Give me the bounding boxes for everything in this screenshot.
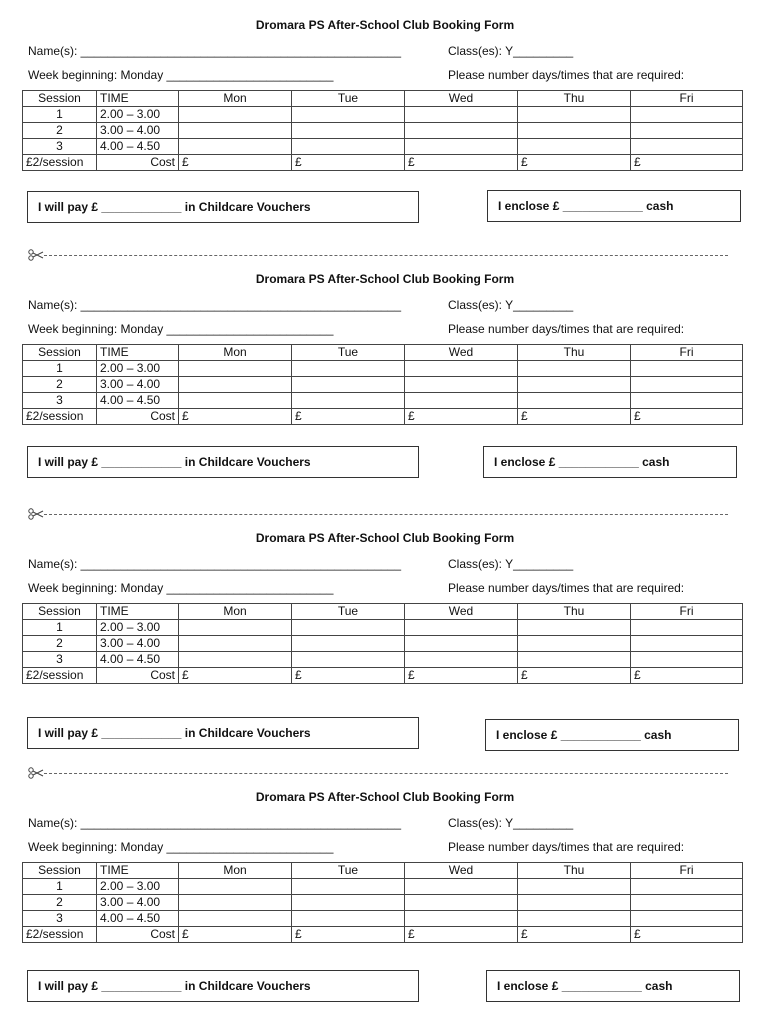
cut-line [28,767,728,779]
form-title: Dromara PS After-School Club Booking Form [255,272,515,286]
session-table [22,344,743,425]
booking-form-3 [0,531,770,771]
cost-cell-tue[interactable]: £ [292,927,405,943]
names-field[interactable]: Name(s): ________________________________________________ [28,557,402,571]
cash-box[interactable]: I enclose £ ____________ cash [487,190,741,222]
day-cell-thu[interactable] [518,636,631,652]
day-cell-thu[interactable] [518,620,631,636]
header-fri: Fri [631,604,743,620]
scissors-icon [28,767,44,779]
table-row [23,107,743,123]
header-wed: Wed [405,91,518,107]
day-cell-wed[interactable] [405,879,518,895]
vouchers-box[interactable]: I will pay £ ____________ in Childcare Vouchers [27,717,419,749]
header-tue: Tue [292,604,405,620]
day-cell-wed[interactable] [405,123,518,139]
cost-cell-tue[interactable]: £ [292,409,405,425]
names-field[interactable]: Name(s): ________________________________________________ [28,298,402,312]
cost-cell-mon[interactable]: £ [179,409,292,425]
day-cell-thu[interactable] [518,123,631,139]
table-row [23,911,743,927]
scissors-icon [28,508,44,520]
day-cell-wed[interactable] [405,911,518,927]
table-row [23,377,743,393]
week-beginning-field[interactable]: Week beginning: Monday _________________________ [28,581,334,595]
names-field[interactable]: Name(s): ________________________________________________ [28,44,402,58]
day-cell-mon[interactable] [179,123,292,139]
vouchers-box[interactable]: I will pay £ ____________ in Childcare Vouchers [27,970,419,1002]
cost-cell-thu[interactable]: £ [518,409,631,425]
day-cell-wed[interactable] [405,636,518,652]
day-cell-thu[interactable] [518,879,631,895]
day-cell-tue[interactable] [292,393,405,409]
table-header-row [23,345,743,361]
table-row [23,895,743,911]
cost-row [23,155,743,171]
day-cell-tue[interactable] [292,139,405,155]
day-cell-fri[interactable] [631,636,743,652]
cost-row [23,668,743,684]
session-time: 2.00 – 3.00 [97,361,179,377]
table-header-row [23,863,743,879]
session-time: 2.00 – 3.00 [97,879,179,895]
day-cell-thu[interactable] [518,107,631,123]
day-cell-tue[interactable] [292,620,405,636]
cost-cell-fri[interactable]: £ [631,927,743,943]
header-time: TIME [97,91,179,107]
cost-cell-wed[interactable]: £ [405,155,518,171]
day-cell-tue[interactable] [292,123,405,139]
day-cell-fri[interactable] [631,879,743,895]
day-cell-fri[interactable] [631,895,743,911]
day-cell-fri[interactable] [631,107,743,123]
cost-row [23,927,743,943]
session-time: 3.00 – 4.00 [97,377,179,393]
cost-label: Cost [97,668,179,684]
day-cell-wed[interactable] [405,377,518,393]
header-tue: Tue [292,863,405,879]
day-cell-thu[interactable] [518,361,631,377]
day-cell-tue[interactable] [292,911,405,927]
session-table [22,603,743,684]
header-mon: Mon [179,345,292,361]
class-field[interactable]: Class(es): Y_________ [448,298,574,312]
class-field[interactable]: Class(es): Y_________ [448,44,574,58]
day-cell-fri[interactable] [631,911,743,927]
cash-box[interactable]: I enclose £ ____________ cash [485,719,739,751]
day-cell-fri[interactable] [631,139,743,155]
day-cell-fri[interactable] [631,377,743,393]
header-mon: Mon [179,91,292,107]
header-fri: Fri [631,345,743,361]
table-row [23,879,743,895]
day-cell-fri[interactable] [631,361,743,377]
week-beginning-field[interactable]: Week beginning: Monday _________________________ [28,840,334,854]
table-row [23,139,743,155]
header-time: TIME [97,604,179,620]
day-cell-thu[interactable] [518,377,631,393]
cost-cell-mon[interactable]: £ [179,668,292,684]
day-cell-tue[interactable] [292,377,405,393]
day-cell-thu[interactable] [518,895,631,911]
cost-cell-wed[interactable]: £ [405,927,518,943]
class-field[interactable]: Class(es): Y_________ [448,816,574,830]
table-row [23,636,743,652]
session-time: 3.00 – 4.00 [97,895,179,911]
cost-cell-fri[interactable]: £ [631,155,743,171]
form-title: Dromara PS After-School Club Booking Form [255,790,515,804]
session-number: 1 [23,107,97,123]
day-cell-mon[interactable] [179,107,292,123]
header-session: Session [23,863,97,879]
header-session: Session [23,345,97,361]
table-header-row [23,91,743,107]
session-time: 2.00 – 3.00 [97,107,179,123]
session-time: 4.00 – 4.50 [97,911,179,927]
table-row [23,361,743,377]
day-cell-wed[interactable] [405,895,518,911]
table-row [23,620,743,636]
cost-label: Cost [97,927,179,943]
cut-line [28,508,728,520]
day-cell-wed[interactable] [405,652,518,668]
session-time: 4.00 – 4.50 [97,393,179,409]
day-cell-thu[interactable] [518,393,631,409]
day-cell-fri[interactable] [631,123,743,139]
header-wed: Wed [405,345,518,361]
cost-cell-wed[interactable]: £ [405,409,518,425]
day-cell-mon[interactable] [179,911,292,927]
header-mon: Mon [179,863,292,879]
week-beginning-field[interactable]: Week beginning: Monday _________________________ [28,322,334,336]
day-cell-wed[interactable] [405,139,518,155]
price-per-session: £2/session [23,668,97,684]
day-cell-mon[interactable] [179,652,292,668]
session-time: 4.00 – 4.50 [97,139,179,155]
day-cell-mon[interactable] [179,895,292,911]
price-per-session: £2/session [23,155,97,171]
day-cell-wed[interactable] [405,620,518,636]
session-number: 1 [23,361,97,377]
header-time: TIME [97,345,179,361]
session-number: 3 [23,393,97,409]
price-per-session: £2/session [23,927,97,943]
form-title: Dromara PS After-School Club Booking Form [255,531,515,545]
scissors-icon [28,249,44,261]
day-cell-mon[interactable] [179,139,292,155]
day-cell-tue[interactable] [292,879,405,895]
cash-box[interactable]: I enclose £ ____________ cash [486,970,740,1002]
session-number: 2 [23,636,97,652]
day-cell-thu[interactable] [518,139,631,155]
booking-form-2 [0,272,770,512]
day-cell-fri[interactable] [631,393,743,409]
booking-form-4 [0,790,770,1030]
header-tue: Tue [292,345,405,361]
day-cell-wed[interactable] [405,393,518,409]
day-cell-tue[interactable] [292,636,405,652]
names-field[interactable]: Name(s): ________________________________________________ [28,816,402,830]
session-number: 3 [23,652,97,668]
cost-label: Cost [97,409,179,425]
cost-cell-fri[interactable]: £ [631,668,743,684]
cost-cell-wed[interactable]: £ [405,668,518,684]
table-row [23,393,743,409]
day-cell-tue[interactable] [292,361,405,377]
session-number: 3 [23,139,97,155]
session-time: 3.00 – 4.00 [97,123,179,139]
day-cell-mon[interactable] [179,393,292,409]
header-time: TIME [97,863,179,879]
day-cell-mon[interactable] [179,879,292,895]
session-number: 2 [23,123,97,139]
booking-form-1 [0,18,770,258]
cost-cell-thu[interactable]: £ [518,927,631,943]
session-time: 3.00 – 4.00 [97,636,179,652]
session-number: 1 [23,879,97,895]
cost-label: Cost [97,155,179,171]
header-thu: Thu [518,604,631,620]
day-cell-wed[interactable] [405,361,518,377]
day-cell-thu[interactable] [518,652,631,668]
price-per-session: £2/session [23,409,97,425]
session-table [22,90,743,171]
header-session: Session [23,604,97,620]
cost-cell-thu[interactable]: £ [518,668,631,684]
instructions-text: Please number days/times that are required: [448,322,685,336]
cost-cell-fri[interactable]: £ [631,409,743,425]
session-time: 2.00 – 3.00 [97,620,179,636]
header-thu: Thu [518,863,631,879]
class-field[interactable]: Class(es): Y_________ [448,557,574,571]
session-number: 1 [23,620,97,636]
header-session: Session [23,91,97,107]
header-wed: Wed [405,863,518,879]
header-thu: Thu [518,345,631,361]
vouchers-box[interactable]: I will pay £ ____________ in Childcare Vouchers [27,446,419,478]
vouchers-box[interactable]: I will pay £ ____________ in Childcare Vouchers [27,191,419,223]
header-mon: Mon [179,604,292,620]
cost-cell-mon[interactable]: £ [179,155,292,171]
day-cell-fri[interactable] [631,620,743,636]
day-cell-mon[interactable] [179,620,292,636]
cost-cell-tue[interactable]: £ [292,668,405,684]
table-row [23,123,743,139]
header-tue: Tue [292,91,405,107]
instructions-text: Please number days/times that are required: [448,68,685,82]
instructions-text: Please number days/times that are required: [448,581,685,595]
day-cell-tue[interactable] [292,895,405,911]
day-cell-mon[interactable] [179,361,292,377]
session-time: 4.00 – 4.50 [97,652,179,668]
cost-row [23,409,743,425]
cut-line [28,249,728,261]
session-number: 3 [23,911,97,927]
day-cell-tue[interactable] [292,107,405,123]
day-cell-mon[interactable] [179,636,292,652]
day-cell-fri[interactable] [631,652,743,668]
cash-box[interactable]: I enclose £ ____________ cash [483,446,737,478]
header-fri: Fri [631,863,743,879]
header-thu: Thu [518,91,631,107]
day-cell-wed[interactable] [405,107,518,123]
table-header-row [23,604,743,620]
cost-cell-tue[interactable]: £ [292,155,405,171]
session-number: 2 [23,377,97,393]
header-wed: Wed [405,604,518,620]
cost-cell-mon[interactable]: £ [179,927,292,943]
table-row [23,652,743,668]
session-table [22,862,743,943]
form-title: Dromara PS After-School Club Booking Form [255,18,515,32]
day-cell-mon[interactable] [179,377,292,393]
cost-cell-thu[interactable]: £ [518,155,631,171]
day-cell-thu[interactable] [518,911,631,927]
week-beginning-field[interactable]: Week beginning: Monday _________________________ [28,68,334,82]
header-fri: Fri [631,91,743,107]
day-cell-tue[interactable] [292,652,405,668]
session-number: 2 [23,895,97,911]
instructions-text: Please number days/times that are required: [448,840,685,854]
